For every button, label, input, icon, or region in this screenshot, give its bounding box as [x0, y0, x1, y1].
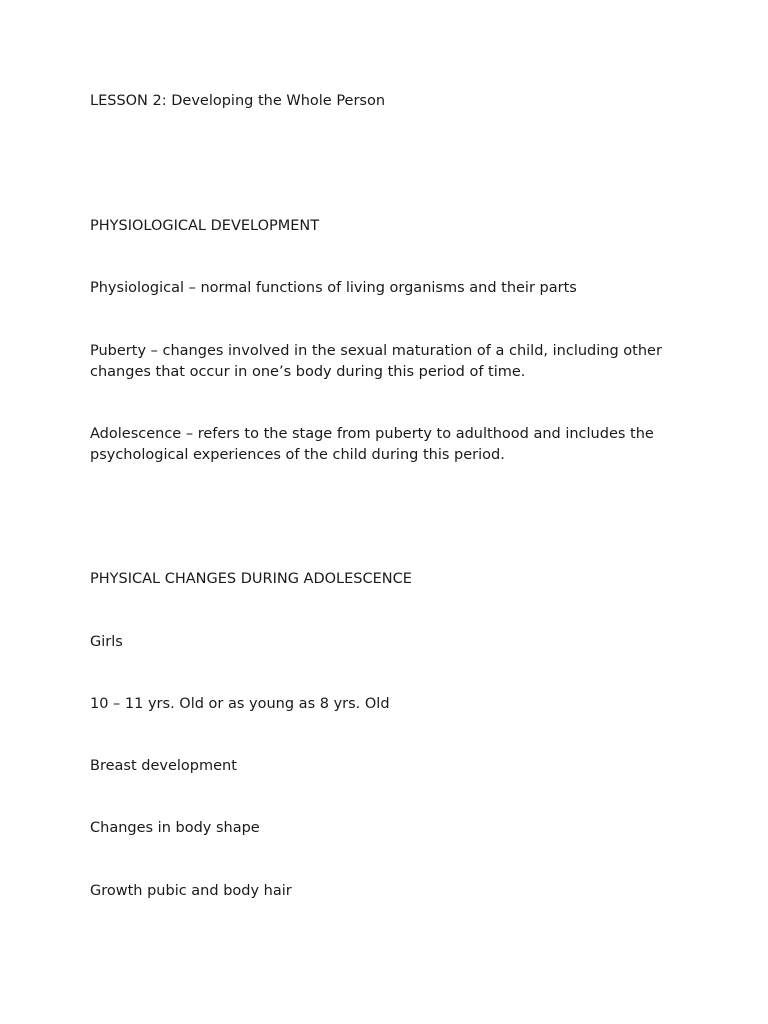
- list-item: Breast development: [90, 758, 237, 774]
- list-item: Growth pubic and body hair: [90, 883, 292, 899]
- subheading-girls: Girls: [90, 634, 123, 650]
- section-heading-physical-changes: PHYSICAL CHANGES DURING ADOLESCENCE: [90, 571, 412, 587]
- list-item: Changes in body shape: [90, 820, 260, 836]
- definition-puberty: Puberty – changes involved in the sexual maturation of a child, including other changes that occur in one’s body during this period of time.: [90, 343, 662, 380]
- section-heading-physiological-development: PHYSIOLOGICAL DEVELOPMENT: [90, 218, 320, 234]
- lesson-title: LESSON 2: Developing the Whole Person: [90, 93, 386, 109]
- definition-physiological: Physiological – normal functions of living organisms and their parts: [90, 280, 577, 296]
- definition-adolescence: Adolescence – refers to the stage from puberty to adulthood and includes the psychological experiences of the child during this period.: [90, 426, 654, 463]
- list-item: 10 – 11 yrs. Old or as young as 8 yrs. Old: [90, 696, 390, 712]
